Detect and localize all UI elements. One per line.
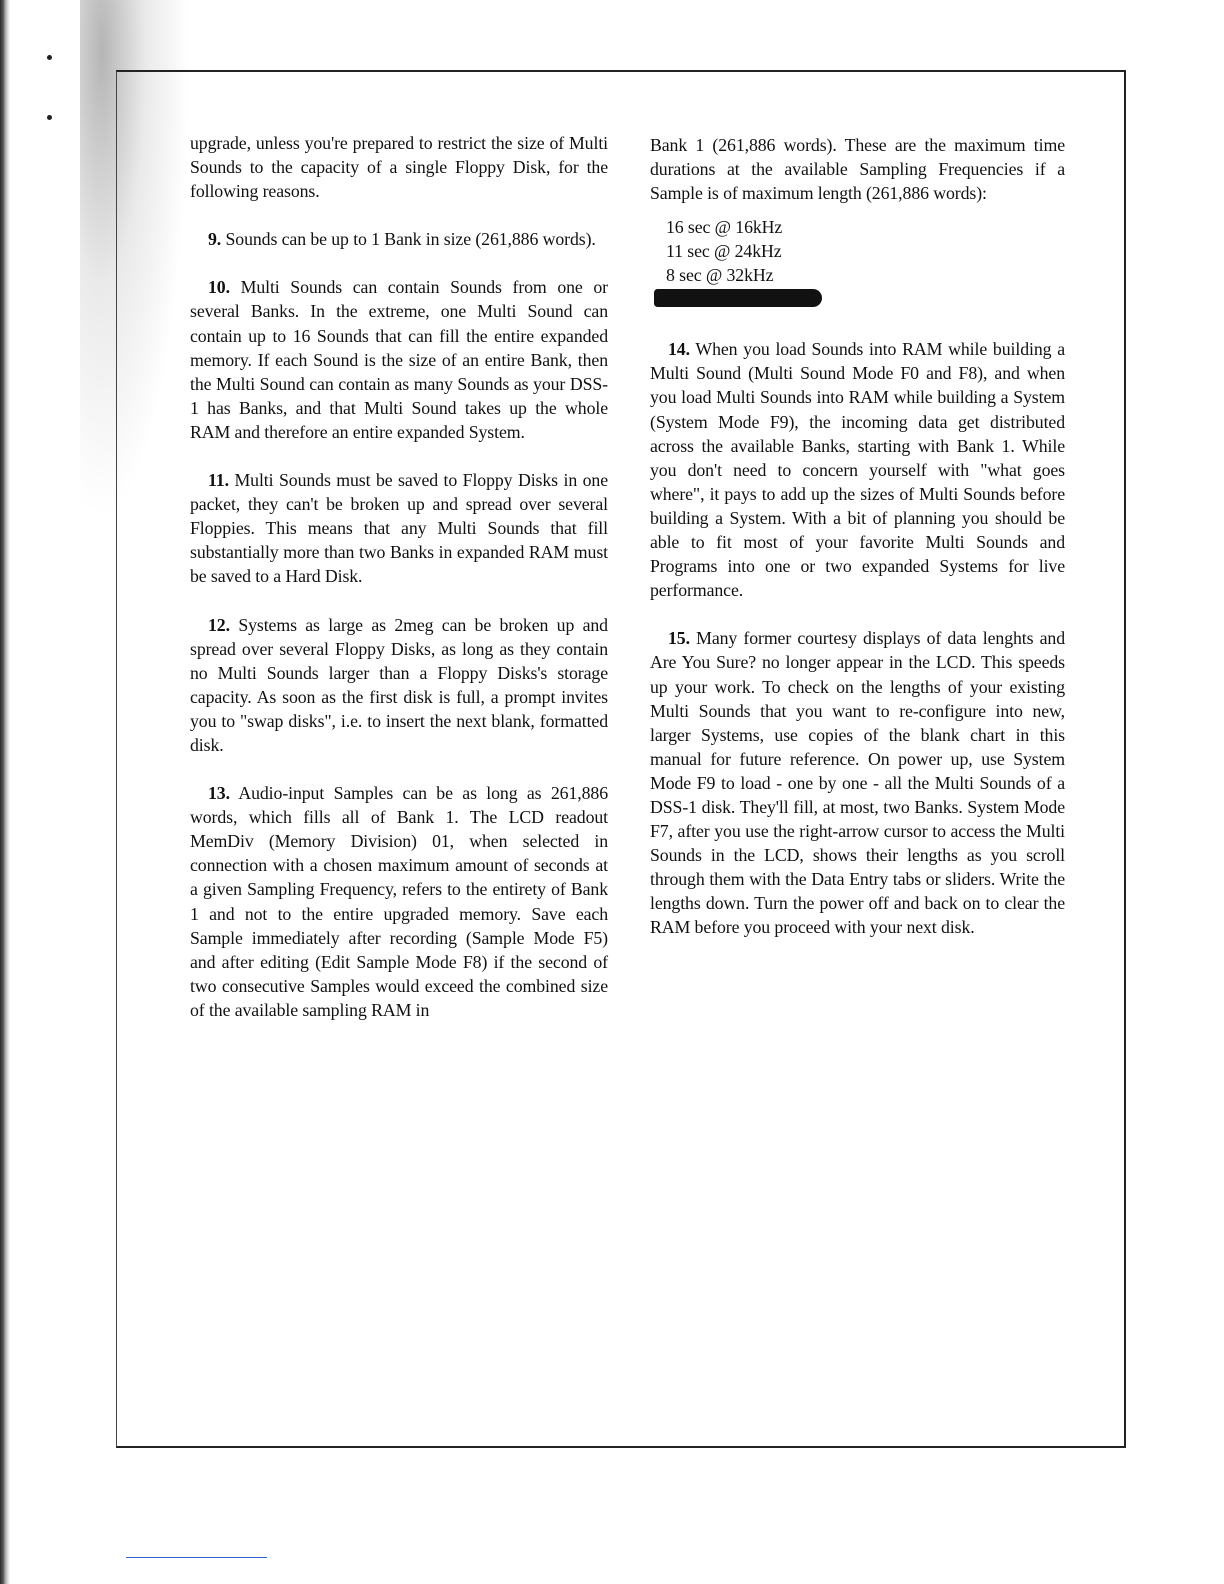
footer-rule [126, 1557, 267, 1558]
paragraph-continued: Bank 1 (261,886 words). These are the maximum time durations at the available Sampling Frequencies if a Sample is of maximum length (261,886 words): [650, 135, 1065, 204]
paragraph-11 [190, 468, 608, 588]
paragraph-9 [190, 227, 608, 251]
paragraph-15 [650, 626, 1065, 939]
paragraph-text: Systems as large as 2meg can be broken up and spread over several Floppy Disks, as long as they contain no Multi Sounds larger than a Floppy Disks's storage capacity. As soon as the first disk is full, a prompt invites you to "swap disks", i.e. to insert the next blank, formatted disk. [190, 614, 608, 755]
paragraph-intro: upgrade, unless you're prepared to restrict the size of Multi Sounds to the capacity of a single Floppy Disk, for the following reasons. [190, 133, 608, 202]
paragraph-number: 11. [208, 470, 229, 491]
paragraph-text: When you load Sounds into RAM while building a Multi Sound (Multi Sound Mode F0 and F8), and when you load Multi Sounds into RAM while building a System (System Mode F9), the incoming data get distributed across the available Banks, starting with Bank 1. While you don't need to concern yourself with "what goes where", it pays to add up the sizes of Multi Sounds before building a System. With a bit of planning you should be able to fit most of your favorite Multi Sounds and Programs into one or two expanded Systems for live performance. [650, 339, 1065, 601]
paragraph-14 [650, 337, 1065, 602]
paragraph-number: 9. [208, 229, 222, 250]
binder-hole-mark [47, 55, 52, 60]
left-column [190, 131, 608, 1046]
paragraph-12 [190, 613, 608, 758]
paragraph-number: 15. [668, 628, 690, 649]
scan-edge-shadow [0, 0, 10, 1584]
paragraph-text: Multi Sounds must be saved to Floppy Disks in one packet, they can't be broken up and spread over several Floppies. This means that any Multi Sounds that fill substantially more than two Banks in expanded RAM must be saved to a Hard Disk. [190, 470, 608, 587]
paragraph-10 [190, 275, 608, 444]
sample-duration-item: 16 sec @ 16kHz [666, 217, 783, 238]
sample-duration-item: 11 sec @ 24kHz [666, 241, 782, 262]
paragraph-number: 13. [208, 783, 230, 804]
paragraph-number: 12. [208, 614, 230, 635]
paragraph-text: Sounds can be up to 1 Bank in size (261,886 words). [225, 229, 596, 250]
paragraph-text: Audio-input Samples can be as long as 261,886 words, which fills all of Bank 1. The LCD readout MemDiv (Memory Division) 01, when selected in connection with a chosen maximum amount of seconds at a given Sampling Frequency, refers to the entirety of Bank 1 and not to the entire upgraded memory. Save each Sample immediately after recording (Sample Mode F5) and after editing (Edit Sample Mode F8) if the second of two consecutive Samples would exceed the combined size of the available sampling RAM in [190, 783, 608, 1020]
redaction-mark [654, 289, 822, 307]
paragraph-13 [190, 781, 608, 1022]
paragraph-text: Many former courtesy displays of data lenghts and Are You Sure? no longer appear in the LCD. This speeds up your work. To check on the lengths of your existing Multi Sounds that you want to re-configure into new, larger Systems, use copies of the blank chart in this manual for future reference. On power up, use System Mode F9 to load - one by one - all the Multi Sounds of a DSS-1 disk. They'll fill, at most, two Banks. System Mode F7, after you use the right-arrow cursor to access the Multi Sounds in the LCD, shows their lengths as you scroll through them with the Data Entry tabs or sliders. Write the lengths down. Turn the power off and back on to clear the RAM before you proceed with your next disk. [650, 628, 1065, 938]
sample-duration-list [666, 215, 1065, 287]
paragraph-number: 10. [208, 277, 230, 298]
right-column [650, 133, 1065, 964]
binder-hole-mark [47, 115, 52, 120]
paragraph-number: 14. [668, 339, 690, 360]
paragraph-text: Multi Sounds can contain Sounds from one or several Banks. In the extreme, one Multi Sound can contain up to 16 Sounds that can fill the entire expanded memory. If each Sound is the size of an entire Bank, then the Multi Sound can contain as many Sounds as your DSS-1 has Banks, and that Multi Sound takes up the whole RAM and therefore an entire expanded System. [190, 277, 608, 442]
sample-duration-item: 8 sec @ 32kHz [666, 265, 774, 286]
